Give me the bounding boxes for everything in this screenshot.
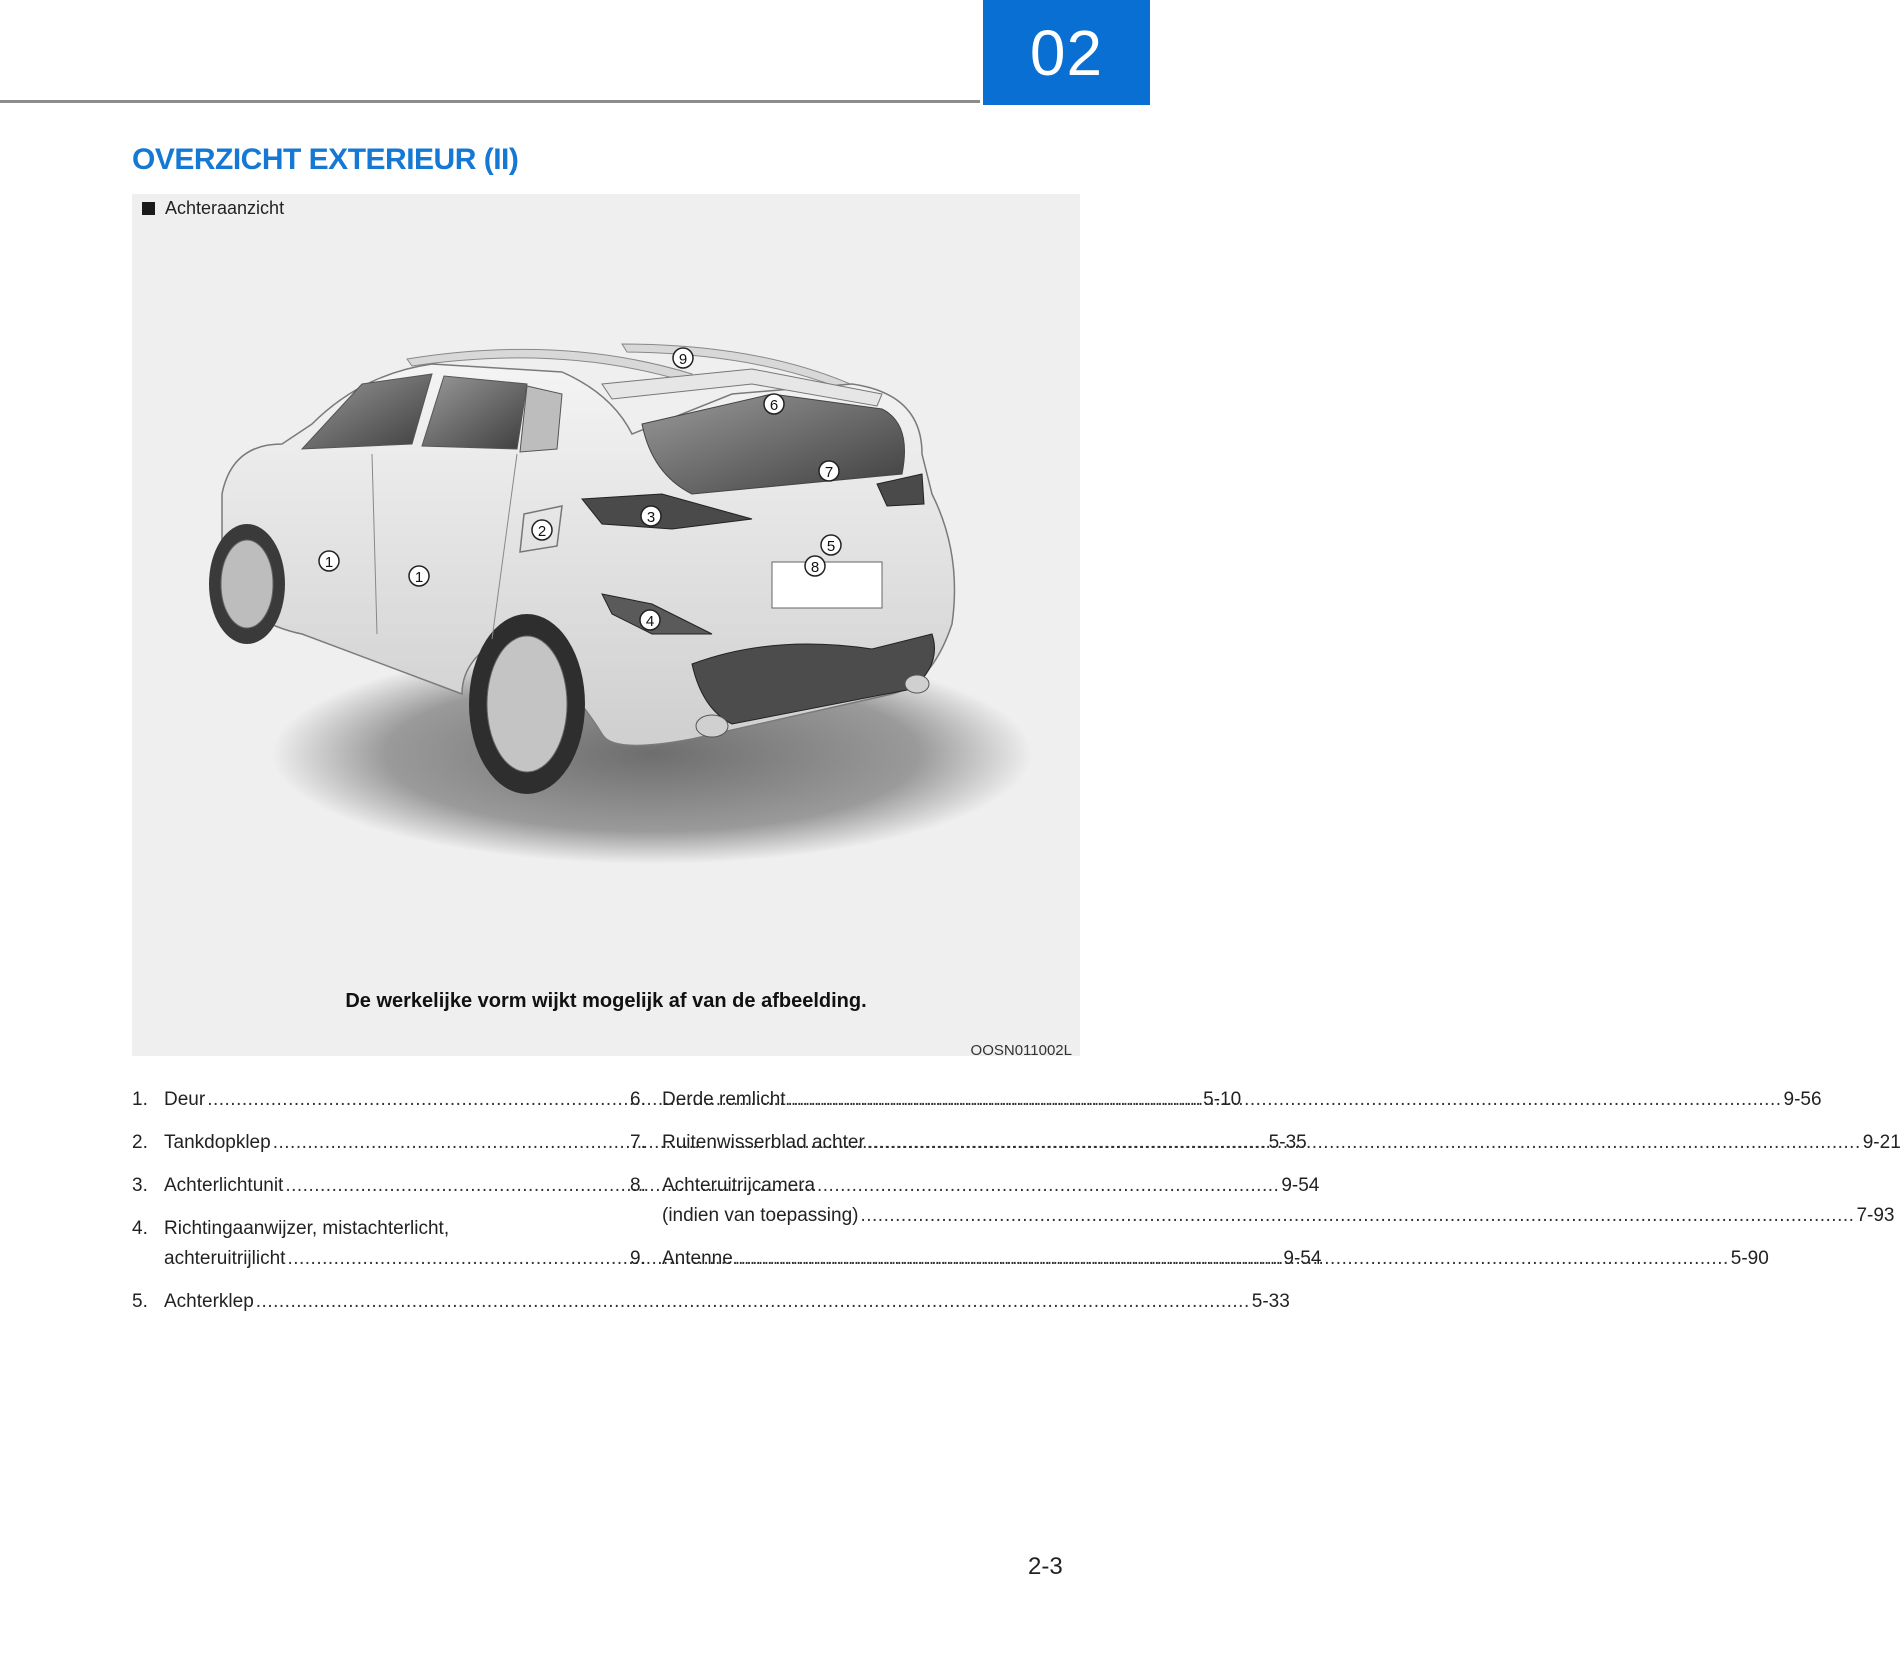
legend-label: Ruitenwisserblad achter — [662, 1132, 865, 1153]
legend-label: achteruitrijlicht — [164, 1248, 286, 1269]
legend-label: Achterlichtunit — [164, 1175, 284, 1196]
legend-label: (indien van toepassing) — [662, 1205, 859, 1226]
callout-marker — [640, 610, 660, 630]
callout-marker — [532, 520, 552, 540]
exhaust-left — [696, 715, 728, 737]
legend-label-line1: Achteruitrijcamera — [662, 1175, 816, 1196]
legend-number: 1. — [132, 1089, 148, 1110]
chapter-tab: 02 — [983, 0, 1150, 105]
legend-page-ref: 9-54 — [1283, 1248, 1322, 1269]
header-rule — [0, 100, 980, 103]
leader-dots — [867, 1128, 1861, 1158]
legend-number: 8. — [630, 1175, 646, 1196]
figure-disclaimer: De werkelijke vorm wijkt mogelijk af van de afbeelding. — [345, 990, 867, 1012]
exhaust-right — [905, 675, 929, 693]
callout-label: 1 — [414, 569, 424, 586]
callout-marker — [764, 394, 784, 414]
legend-page-ref: 9-56 — [1783, 1089, 1822, 1110]
callout-marker — [821, 535, 841, 555]
legend-label: Achterklep — [164, 1291, 254, 1312]
legend-label: Deur — [164, 1089, 206, 1110]
callout-marker — [819, 461, 839, 481]
callout-marker — [673, 348, 693, 368]
callout-marker — [641, 506, 661, 526]
callout-label: 2 — [537, 523, 547, 540]
page-number: 2-3 — [1028, 1553, 1063, 1580]
license-plate — [772, 562, 882, 608]
callout-label: 6 — [769, 397, 779, 414]
legend-page-ref: 9-21 — [1862, 1132, 1901, 1153]
legend-page-ref: 5-10 — [1203, 1089, 1242, 1110]
callout-label: 7 — [824, 464, 834, 481]
page-title: OVERZICHT EXTERIEUR (II) — [132, 143, 519, 176]
callout-label: 4 — [645, 613, 655, 630]
legend-number: 7. — [630, 1132, 646, 1153]
callout-label: 1 — [324, 554, 334, 571]
legend-number: 9. — [630, 1248, 646, 1269]
figure-caption-text: Achteraanzicht — [165, 198, 285, 218]
legend-number: 2. — [132, 1132, 148, 1153]
quarter-window — [520, 386, 562, 452]
legend-page-ref: 9-54 — [1281, 1175, 1320, 1196]
callout-label: 5 — [826, 538, 836, 555]
legend-number: 4. — [132, 1218, 148, 1239]
callout-label: 8 — [810, 559, 820, 576]
callout-marker — [805, 556, 825, 576]
car-rear-illustration — [132, 194, 1080, 984]
callout-label: 9 — [678, 351, 688, 368]
callout-marker — [409, 566, 429, 586]
legend-page-ref: 5-35 — [1268, 1132, 1307, 1153]
wheel-front — [209, 524, 285, 644]
leader-dots — [735, 1244, 1729, 1274]
wheel-rear — [469, 614, 585, 794]
leader-dots — [860, 1201, 1854, 1231]
legend-page-ref: 5-90 — [1730, 1248, 1769, 1269]
side-window-front — [302, 374, 432, 449]
leader-dots — [788, 1085, 1782, 1115]
legend-label: Tankdopklep — [164, 1132, 271, 1153]
figure — [132, 194, 1080, 1059]
legend-number: 6. — [630, 1089, 646, 1110]
figure-code: OOSN011002L — [970, 1042, 1072, 1059]
legend-page-ref: 7-93 — [1856, 1205, 1895, 1226]
legend-number: 5. — [132, 1291, 148, 1312]
legend-item — [132, 1287, 1290, 1317]
callout-marker — [319, 551, 339, 571]
callout-label: 3 — [646, 509, 656, 526]
legend-number: 3. — [132, 1175, 148, 1196]
legend-label: Derde remlicht — [662, 1089, 786, 1110]
leader-dots — [256, 1287, 1250, 1317]
legend-label-line1: Richtingaanwijzer, mistachterlicht, — [164, 1218, 450, 1239]
legend-page-ref: 5-33 — [1251, 1291, 1290, 1312]
legend-label: Antenne — [662, 1248, 733, 1269]
